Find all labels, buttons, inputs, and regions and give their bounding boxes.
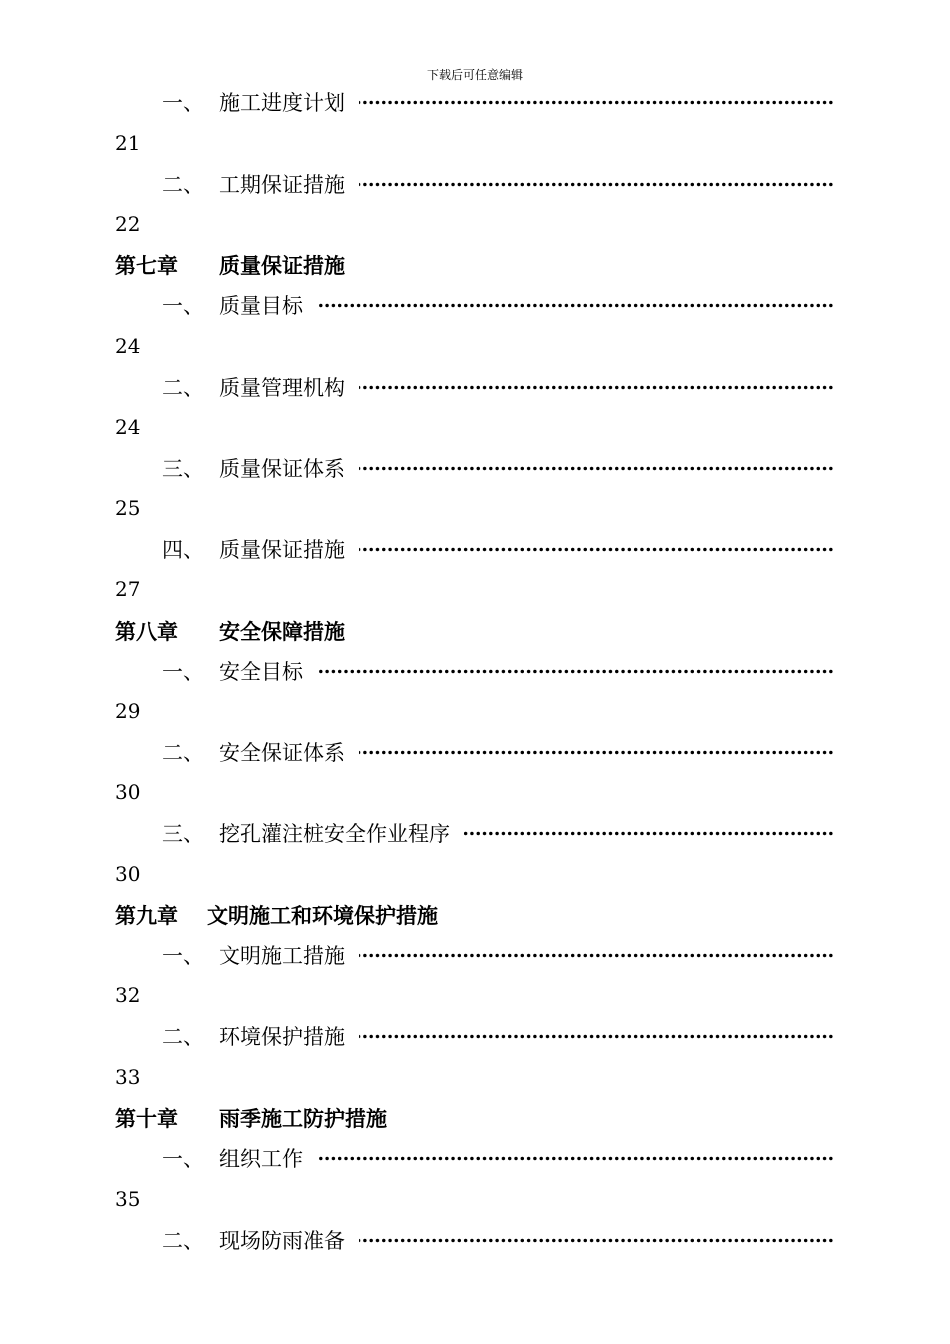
entry-page-number: 24 bbox=[115, 415, 141, 439]
toc-entry[interactable] bbox=[162, 372, 834, 402]
entry-number: 二、 bbox=[162, 1229, 204, 1253]
entry-number: 二、 bbox=[162, 376, 204, 400]
toc-entry[interactable] bbox=[162, 940, 834, 970]
chapter-heading[interactable] bbox=[115, 250, 345, 280]
toc-entry[interactable] bbox=[162, 737, 834, 767]
entry-number: 四、 bbox=[162, 538, 204, 562]
toc-entry[interactable] bbox=[162, 87, 834, 117]
entry-page-number: 32 bbox=[115, 983, 141, 1007]
entry-page-number: 35 bbox=[115, 1187, 141, 1211]
entry-title: 现场防雨准备 bbox=[219, 1229, 345, 1253]
entry-title: 组织工作 bbox=[219, 1147, 303, 1171]
entry-page-number: 30 bbox=[115, 862, 141, 886]
dot-leader bbox=[359, 547, 834, 552]
entry-title: 文明施工措施 bbox=[219, 944, 345, 968]
chapter-title: 安全保障措施 bbox=[219, 620, 345, 644]
toc-entry[interactable] bbox=[162, 818, 834, 848]
entry-page-number: 33 bbox=[115, 1065, 141, 1089]
entry-number: 二、 bbox=[162, 741, 204, 765]
dot-leader bbox=[359, 1238, 834, 1243]
entry-title: 质量保证体系 bbox=[219, 457, 345, 481]
entry-page-number: 30 bbox=[115, 780, 141, 804]
entry-title: 质量管理机构 bbox=[219, 376, 345, 400]
entry-number: 一、 bbox=[162, 944, 204, 968]
entry-number: 一、 bbox=[162, 1147, 204, 1171]
chapter-number: 第七章 bbox=[115, 254, 178, 278]
chapter-title: 质量保证措施 bbox=[219, 254, 345, 278]
entry-page-number: 25 bbox=[115, 496, 141, 520]
entry-page-number: 24 bbox=[115, 334, 141, 358]
toc-entry[interactable] bbox=[162, 453, 834, 483]
dot-leader bbox=[359, 466, 834, 471]
entry-number: 一、 bbox=[162, 660, 204, 684]
dot-leader bbox=[359, 100, 834, 105]
chapter-number: 第八章 bbox=[115, 620, 178, 644]
chapter-title: 文明施工和环境保护措施 bbox=[207, 904, 438, 928]
chapter-title: 雨季施工防护措施 bbox=[219, 1107, 387, 1131]
chapter-heading[interactable] bbox=[115, 900, 438, 930]
entry-number: 二、 bbox=[162, 1025, 204, 1049]
entry-number: 一、 bbox=[162, 91, 204, 115]
entry-title: 工期保证措施 bbox=[219, 173, 345, 197]
dot-leader bbox=[317, 303, 834, 308]
entry-page-number: 27 bbox=[115, 577, 141, 601]
dot-leader bbox=[317, 1156, 834, 1161]
page-header: 下载后可任意编辑 bbox=[426, 68, 523, 82]
chapter-number: 第十章 bbox=[115, 1107, 178, 1131]
entry-number: 三、 bbox=[162, 822, 204, 846]
entry-number: 一、 bbox=[162, 294, 204, 318]
entry-title: 质量保证措施 bbox=[219, 538, 345, 562]
dot-leader bbox=[359, 953, 834, 958]
entry-title: 施工进度计划 bbox=[219, 91, 345, 115]
dot-leader bbox=[359, 750, 834, 755]
entry-title: 环境保护措施 bbox=[219, 1025, 345, 1049]
dot-leader bbox=[359, 1034, 834, 1039]
dot-leader bbox=[464, 831, 834, 836]
toc-entry[interactable] bbox=[162, 534, 834, 564]
dot-leader bbox=[359, 182, 834, 187]
toc-entry[interactable] bbox=[162, 1225, 834, 1255]
chapter-number: 第九章 bbox=[115, 904, 178, 928]
entry-title: 挖孔灌注桩安全作业程序 bbox=[219, 822, 450, 846]
entry-title: 安全目标 bbox=[219, 660, 303, 684]
entry-page-number: 29 bbox=[115, 699, 141, 723]
toc-entry[interactable] bbox=[162, 169, 834, 199]
entry-number: 三、 bbox=[162, 457, 204, 481]
toc-entry[interactable] bbox=[162, 656, 834, 686]
dot-leader bbox=[359, 385, 834, 390]
toc-entry[interactable] bbox=[162, 290, 834, 320]
entry-page-number: 22 bbox=[115, 212, 141, 236]
entry-title: 安全保证体系 bbox=[219, 741, 345, 765]
chapter-heading[interactable] bbox=[115, 1103, 387, 1133]
entry-page-number: 21 bbox=[115, 131, 141, 155]
chapter-heading[interactable] bbox=[115, 616, 345, 646]
toc-entry[interactable] bbox=[162, 1143, 834, 1173]
entry-number: 二、 bbox=[162, 173, 204, 197]
entry-title: 质量目标 bbox=[219, 294, 303, 318]
dot-leader bbox=[317, 669, 834, 674]
toc-entry[interactable] bbox=[162, 1021, 834, 1051]
